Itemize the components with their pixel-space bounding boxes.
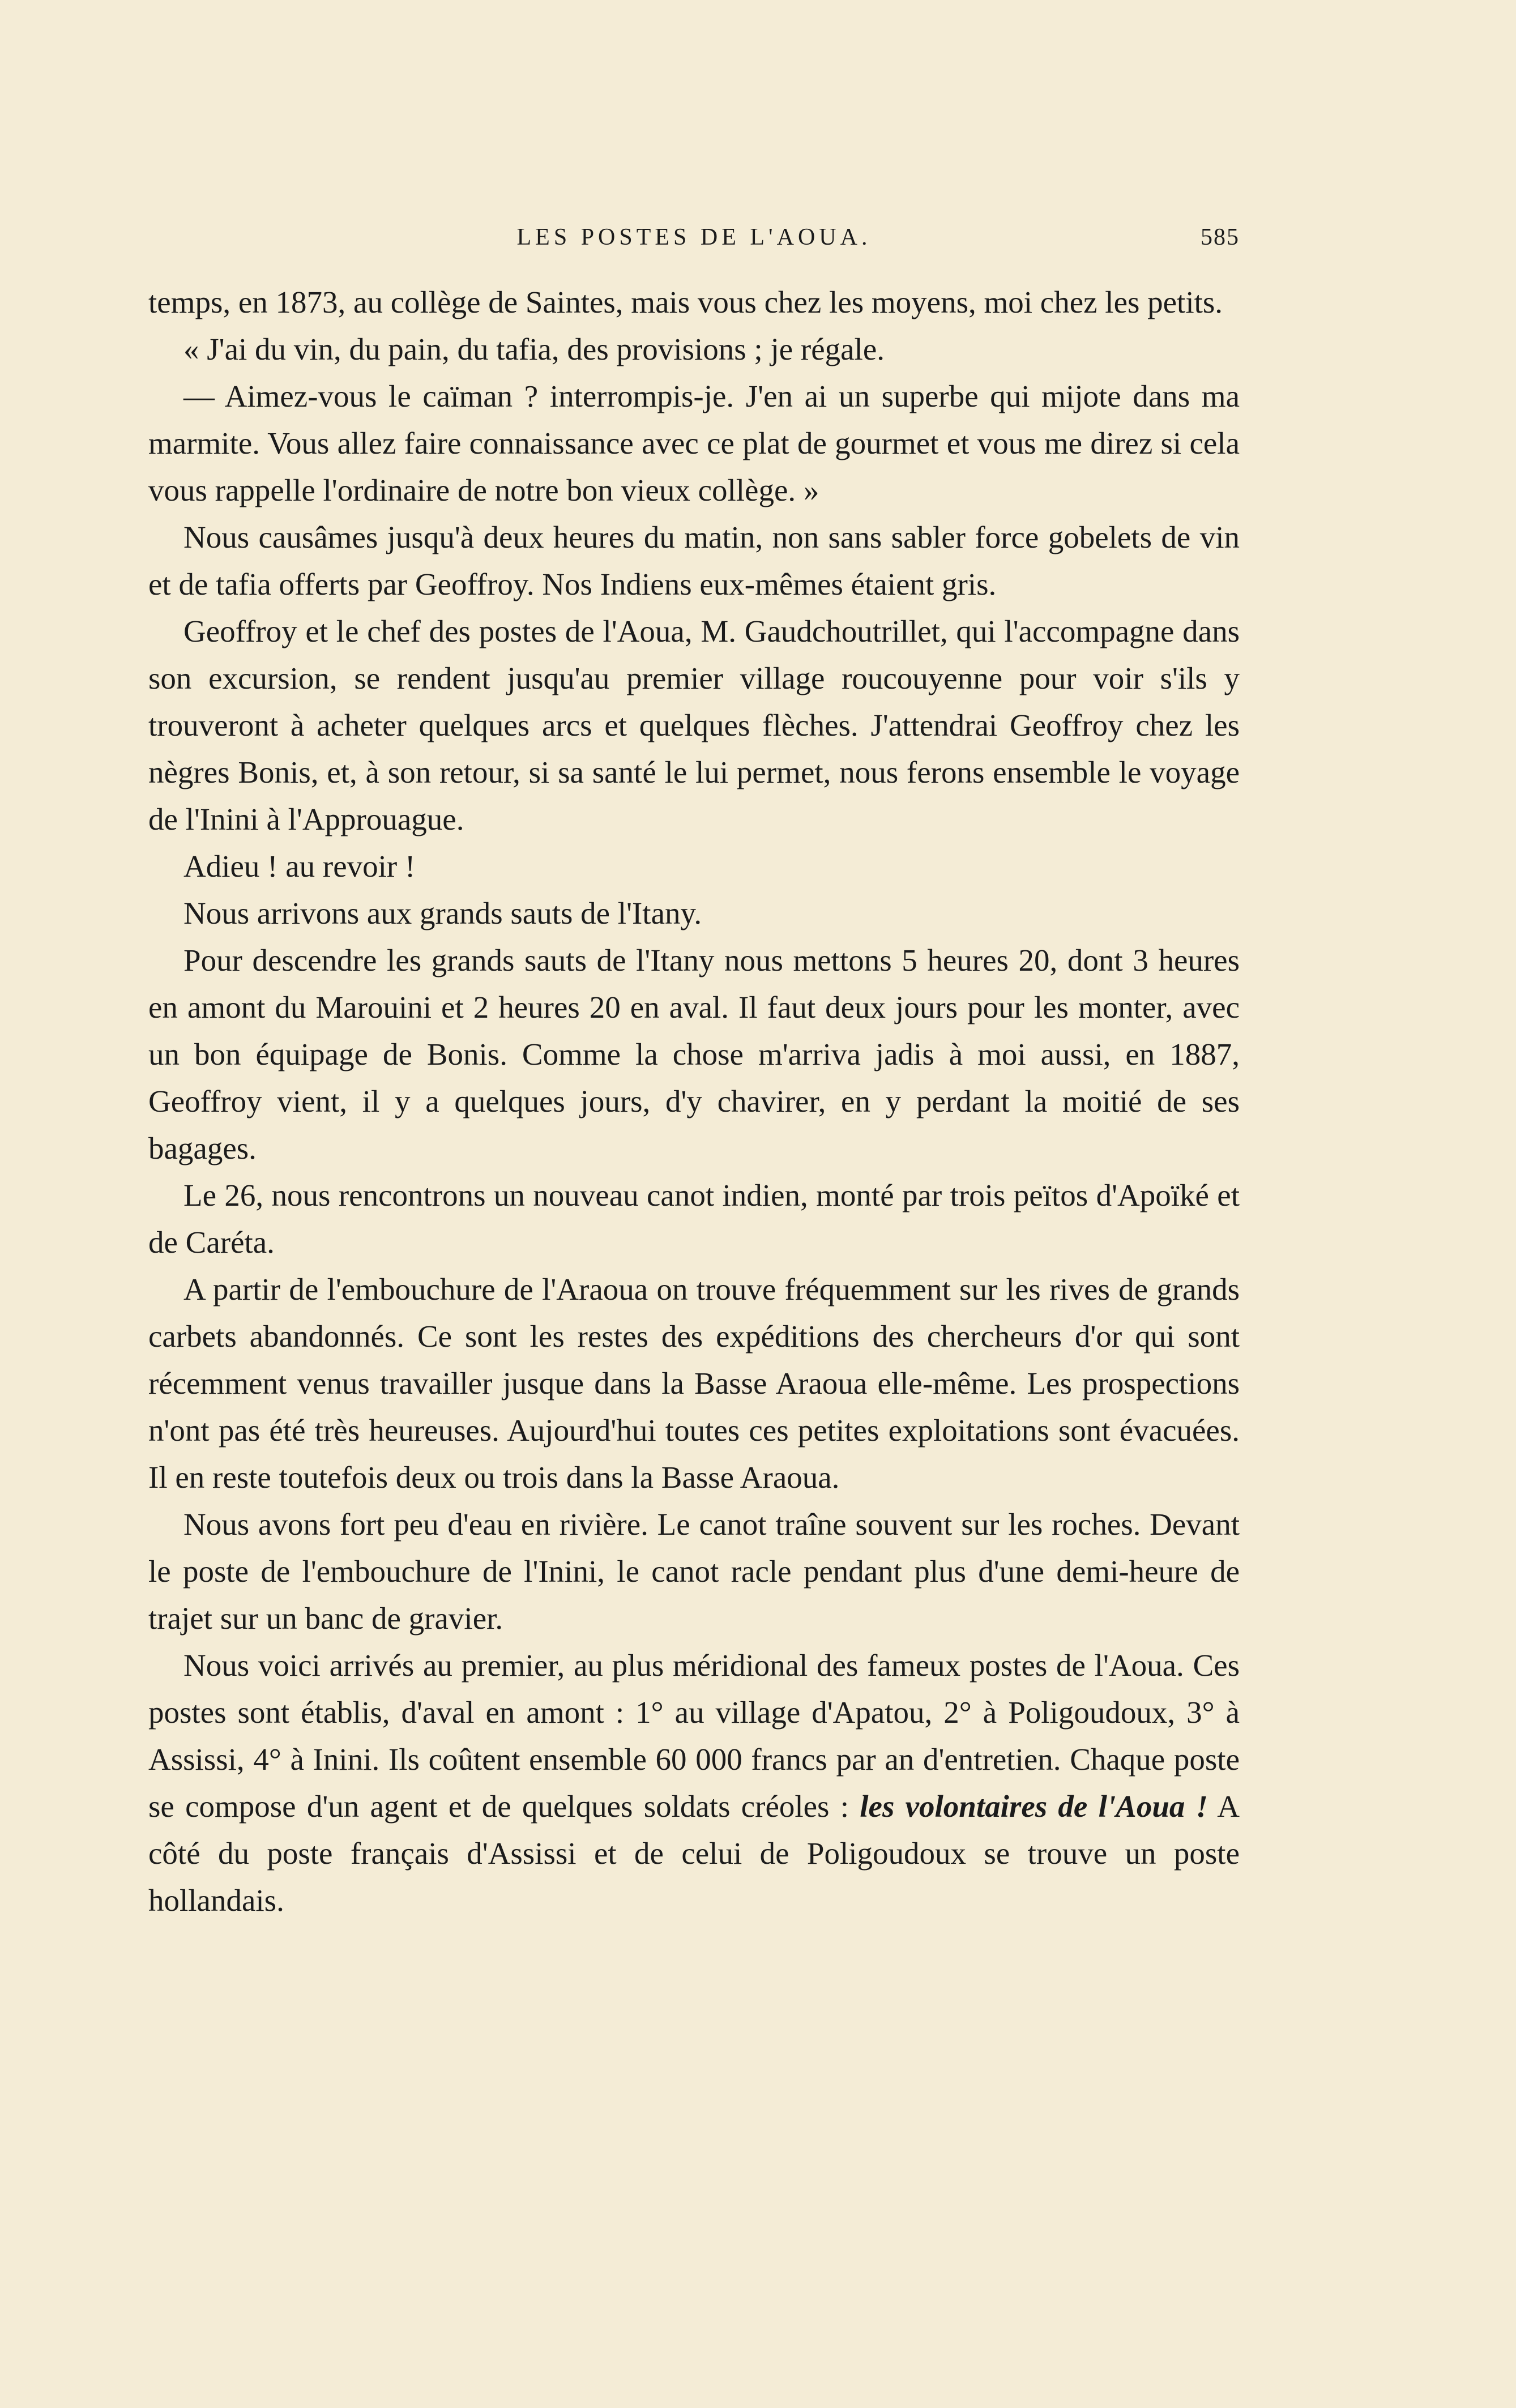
- running-title: LES POSTES DE L'AOUA.: [516, 224, 872, 250]
- paragraph: A partir de l'embouchure de l'Araoua on trouve fréquemment sur les rives de grands carbets abandonnés. Ce sont les restes des expéditions des chercheurs d'or qui sont récemment venus travailler jusque dans la Basse Araoua elle-même. Les prospections n'ont pas été très heureuses. Aujourd'hui toutes ces petites exploitations sont évacuées. Il en reste toutefois deux ou trois dans la Basse Araoua.: [148, 1272, 1240, 1495]
- paragraph: — Aimez-vous le caïman ? interrompis-je. J'en ai un superbe qui mijote dans ma marmite. Vous allez faire connaissance avec ce plat de gourmet et vous me direz si cela vous rappelle l'ordinaire de notre bon vieux collège. »: [148, 379, 1240, 507]
- paragraph: Nous avons fort peu d'eau en rivière. Le canot traîne souvent sur les roches. Devant le poste de l'embouchure de l'Inini, le canot racle pendant plus d'une demi-heure de trajet sur un banc de gravier.: [148, 1507, 1240, 1636]
- paragraph-text: A côté du poste français d'Assissi et de celui de Poligoudoux se trouve un poste hollandais.: [148, 1789, 1240, 1918]
- page-number: 585: [1201, 224, 1240, 250]
- emphasis-text: les volontaires de l'Aoua !: [860, 1789, 1208, 1824]
- paragraph: Pour descendre les grands sauts de l'Itany nous mettons 5 heures 20, dont 3 heures en amont du Marouini et 2 heures 20 en aval. Il faut deux jours pour les monter, avec un bon équipage de Bonis. Comme la chose m'arriva jadis à moi aussi, en 1887, Geoffroy vient, il y a quelques jours, d'y chavirer, en y perdant la moitié de ses bagages.: [148, 943, 1240, 1165]
- paragraph: Nous arrivons aux grands sauts de l'Itany.: [183, 896, 702, 930]
- paragraph: Nous causâmes jusqu'à deux heures du matin, non sans sabler force gobelets de vin et de tafia offerts par Geoffroy. Nos Indiens eux-mêmes étaient gris.: [148, 520, 1240, 601]
- paragraph: temps, en 1873, au collège de Saintes, mais vous chez les moyens, moi chez les petits.: [148, 285, 1223, 319]
- paragraph: Le 26, nous rencontrons un nouveau canot indien, monté par trois peïtos d'Apoïké et de Caréta.: [148, 1178, 1240, 1259]
- paragraph: « J'ai du vin, du pain, du tafia, des provisions ; je régale.: [183, 332, 885, 366]
- paragraph-last: [148, 1642, 1240, 1924]
- running-header: [148, 224, 1240, 258]
- body-text: [148, 279, 1240, 1924]
- paragraph: Geoffroy et le chef des postes de l'Aoua, M. Gaudchoutrillet, qui l'accompagne dans son excursion, se rendent jusqu'au premier village roucouyenne pour voir s'ils y trouveront à acheter quelques arcs et quelques flèches. J'attendrai Geoffroy chez les nègres Bonis, et, à son retour, si sa santé le lui permet, nous ferons ensemble le voyage de l'Inini à l'Approuague.: [148, 614, 1240, 836]
- paragraph: Adieu ! au revoir !: [183, 849, 416, 883]
- paragraph-text: Nous voici arrivés au premier, au plus méridional des fameux postes de l'Aoua. Ces postes sont établis, d'aval en amont : 1° au village d'Apatou, 2° à Poligoudoux, 3° à Assissi, 4° à Inini. Ils coûtent ensemble 60 000 francs par an d'entretien. Chaque poste se compose d'un agent et de quelques soldats créoles :: [148, 1648, 1240, 1824]
